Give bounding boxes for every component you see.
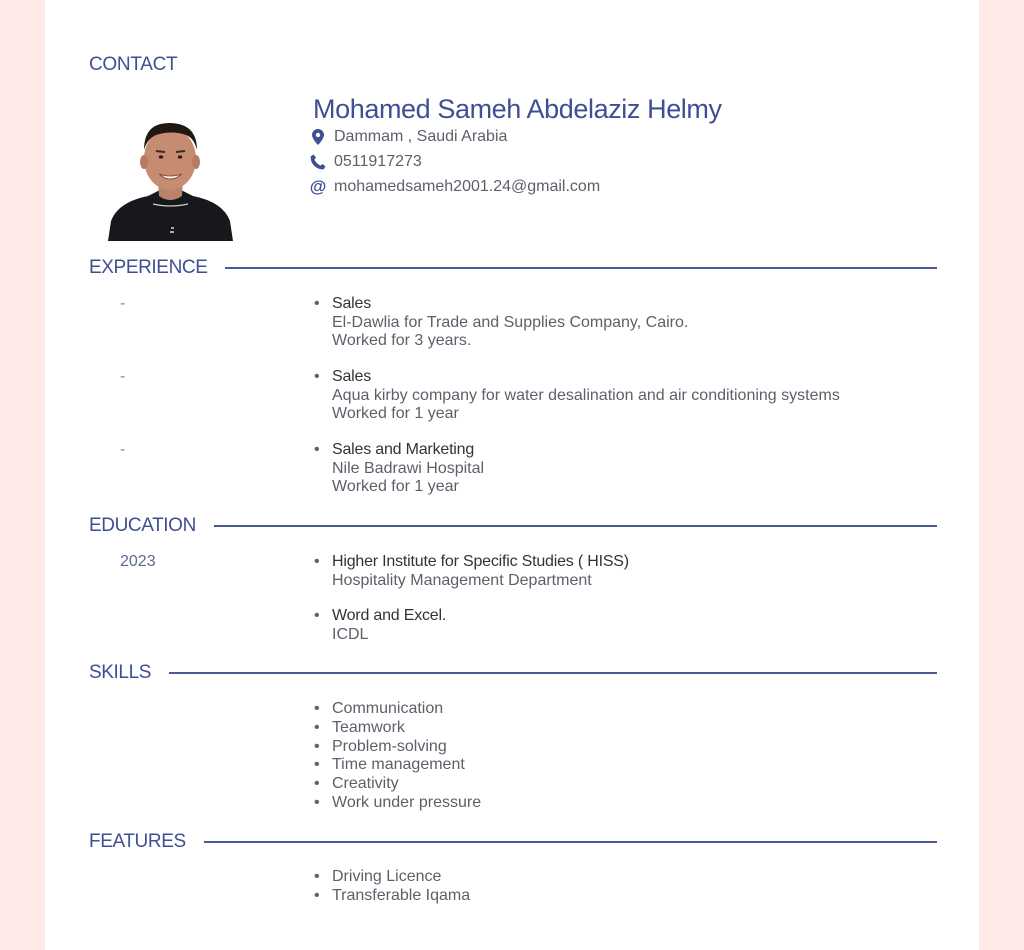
education-date: 2023 <box>120 553 156 570</box>
skills-title: SKILLS <box>89 662 152 683</box>
skill-item: • Problem-solving <box>314 737 447 755</box>
location-text: Dammam , Saudi Arabia <box>334 128 508 145</box>
features-list <box>314 868 471 906</box>
email-row <box>309 176 600 198</box>
profile-photo <box>108 116 233 241</box>
section-divider <box>204 841 937 843</box>
experience-role: Sales <box>332 295 372 312</box>
education-item <box>314 607 447 644</box>
bullet: • <box>314 368 320 385</box>
experience-role: Sales <box>332 368 372 385</box>
experience-date: - <box>120 368 126 385</box>
experience-duration: Worked for 1 year <box>332 405 459 422</box>
education-item <box>314 553 629 590</box>
email-text: mohamedsameh2001.24@gmail.com <box>334 178 601 195</box>
experience-company: Nile Badrawi Hospital <box>332 459 485 477</box>
education-detail: ICDL <box>332 625 369 643</box>
education-name: Higher Institute for Specific Studies ( HISS) <box>332 553 629 570</box>
bullet: • <box>314 553 320 570</box>
features-title: FEATURES <box>89 831 186 852</box>
location-row <box>309 126 507 148</box>
experience-date: - <box>120 295 126 312</box>
experience-role: Sales and Marketing <box>332 441 475 458</box>
phone-text: 0511917273 <box>334 153 422 170</box>
experience-item <box>314 441 485 497</box>
features-header <box>89 829 937 855</box>
phone-row <box>309 151 422 173</box>
at-sign-icon: @ <box>309 177 327 196</box>
skill-item: • Teamwork <box>314 718 405 736</box>
skill-item: • Communication <box>314 700 444 717</box>
experience-company: El-Dawlia for Trade and Supplies Company, Cairo. <box>332 313 689 331</box>
experience-duration: Worked for 1 year <box>332 478 459 495</box>
feature-item: • Transferable Iqama <box>314 886 471 904</box>
experience-item <box>314 295 689 351</box>
bullet: • <box>314 295 320 312</box>
skill-item: • Work under pressure <box>314 793 482 811</box>
skills-list <box>314 700 482 813</box>
skill-item: • Creativity <box>314 775 399 793</box>
experience-header <box>89 255 937 281</box>
experience-company: Aqua kirby company for water desalination and air conditioning systems <box>332 386 840 404</box>
resume-page <box>45 0 979 950</box>
experience-duration: Worked for 3 years. <box>332 332 472 349</box>
section-divider <box>214 525 937 527</box>
bullet: • <box>314 441 320 458</box>
experience-item <box>314 368 840 424</box>
section-divider <box>169 672 937 674</box>
education-detail: Hospitality Management Department <box>332 571 592 589</box>
feature-item: • Driving Licence <box>314 868 442 885</box>
skill-item: • Time management <box>314 756 465 774</box>
skills-header <box>89 660 937 686</box>
education-header <box>89 513 937 539</box>
bullet: • <box>314 607 320 624</box>
experience-date: - <box>120 441 126 458</box>
contact-section-title: CONTACT <box>89 54 178 75</box>
location-pin-icon <box>309 128 327 146</box>
experience-title: EXPERIENCE <box>89 257 208 278</box>
education-title: EDUCATION <box>89 515 196 536</box>
phone-icon <box>309 153 327 171</box>
education-name: Word and Excel. <box>332 607 447 624</box>
full-name: Mohamed Sameh Abdelaziz Helmy <box>313 94 722 124</box>
section-divider <box>225 267 937 269</box>
